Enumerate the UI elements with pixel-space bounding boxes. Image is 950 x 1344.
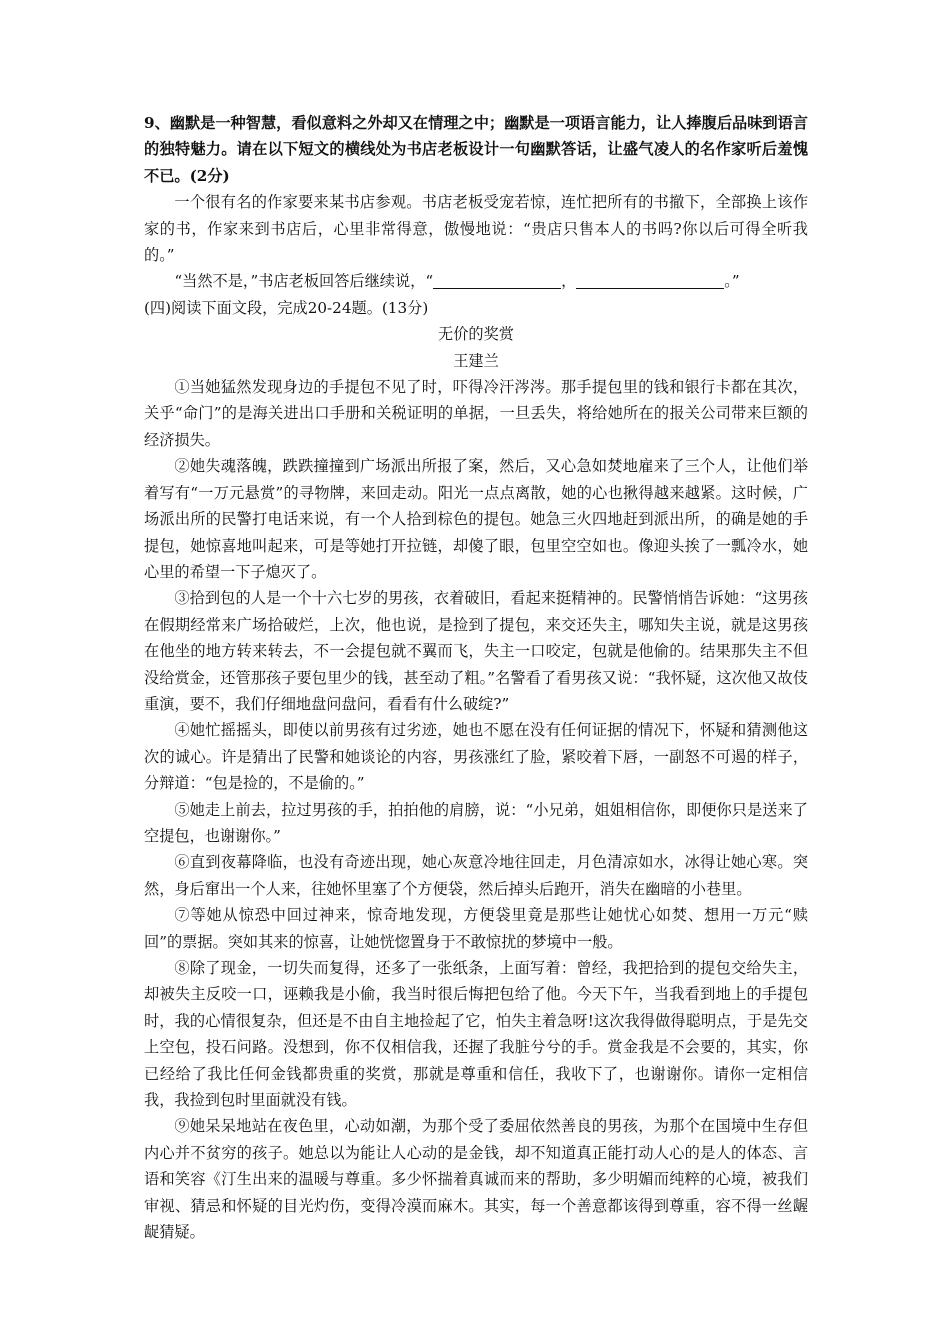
- reply-start-text: “当然不是，”书店老板回答后继续说，“: [174, 272, 434, 291]
- question-9-reply: [144, 268, 808, 294]
- article-paragraph-8: ⑧除了现金，一切失而复得，还多了一张纸条，上面写着：曾经，我把拾到的提包交给失主，却被失主反咬一口，诬赖我是小偷，我当时很后悔把包给了他。今天下午，当我看到地上的手提包时，我的心情很复杂，但还是不由自主地捡起了它，怕失主着急呀!这次我得做得聪明点，于是先交上空包，投石问路。没想到，你不仅相信我，还握了我脏兮兮的手。赏金我是不会要的，其实，你已经给了我比任何金钱都贵重的奖赏，那就是尊重和信任，我收下了，也谢谢你。请你一定相信我，我捡到包时里面就没有钱。: [144, 959, 808, 1110]
- article-title: 无价的奖赏: [438, 325, 514, 344]
- article-paragraph-7: ⑦等她从惊恐中回过神来，惊奇地发现，方便袋里竟是那些让她忧心如焚、想用一万元“赎回”的票据。突如其来的惊喜，让她恍惚置身于不敢惊扰的梦境中一般。: [144, 906, 808, 951]
- answer-blank-1[interactable]: [433, 272, 561, 289]
- document-page: [144, 110, 808, 1245]
- article-author: 王建兰: [453, 351, 499, 370]
- section-4-heading: (四)阅读下面文段，完成20-24题。(13分): [144, 298, 429, 317]
- article-paragraph-3: ③拾到包的人是一个十六七岁的男孩，衣着破旧，看起来挺精神的。民警悄悄告诉她：“这男孩在假期经常来广场拾破烂，上次，他也说，是捡到了提包，来交还失主，哪知失主说，就是这男孩在他坐的地方转来转去，不一会提包就不翼而飞，失主一口咬定，包就是他偷的。结果那失主不但没给赏金，还管那孩子要包里少的钱，甚至动了粗。”名警看了看男孩又说：“我怀疑，这次他又故伎重演，要不，我们仔细地盘问盘问，看看有什么破绽?”: [144, 589, 808, 713]
- article-paragraph-5: ⑤她走上前去，拉过男孩的手，拍拍他的肩膀，说：“小兄弟，姐姐相信你，即便你只是送来了空提包，也谢谢你。”: [144, 800, 808, 845]
- reply-end-text: 。”: [724, 272, 740, 291]
- article-paragraph-4: ④她忙摇摇头，即使以前男孩有过劣迹，她也不愿在没有任何证据的情况下，怀疑和猜测他这次的诚心。许是猜出了民警和她谈论的内容，男孩涨红了脸，紧咬着下唇，一副怒不可遏的样子，分辩道：“包是捡的，不是偷的。”: [144, 721, 808, 793]
- article-paragraph-1: ①当她猛然发现身边的手提包不见了时，吓得冷汗涔涔。那手提包里的钱和银行卡都在其次，关乎“命门”的是海关进出口手册和关税证明的单据，一旦丢失，将给她所在的报关公司带来巨额的经济损失。: [144, 378, 808, 449]
- question-9-story: 一个很有名的作家要来某书店参观。书店老板受宠若惊，连忙把所有的书撤下，全部换上该作家的书，作家来到书店后，心里非常得意，傲慢地说：“贵店只售本人的书吗?你以后可得全听我的。”: [144, 193, 808, 265]
- answer-blank-2[interactable]: [576, 272, 724, 289]
- reply-comma-text: ，: [561, 272, 577, 291]
- article-paragraph-2: ②她失魂落魄，跌跌撞撞到广场派出所报了案，然后，又心急如焚地雇来了三个人，让他们举着写有“一万元悬赏”的寻物牌，来回走动。阳光一点点离散，她的心也揪得越来越紧。这时候，广场派出所的民警打电话来说，有一个人拾到棕色的提包。她急三火四地赶到派出所，的确是她的手提包，她惊喜地叫起来，可是等她打开拉链，却傻了眼，包里空空如也。像迎头挨了一瓢冷水，她心里的希望一下子熄灭了。: [144, 457, 808, 581]
- article-paragraph-6: ⑥直到夜幕降临，也没有奇迹出现，她心灰意冷地往回走，月色清凉如水，冰得让她心寒。突然，身后窜出一个人来，往她怀里塞了个方便袋，然后掉头后跑开，消失在幽暗的小巷里。: [144, 853, 808, 898]
- question-9-prompt: 9、幽默是一种智慧，看似意料之外却又在情理之中；幽默是一项语言能力，让人捧腹后品味到语言的独特魅力。请在以下短文的横线处为书店老板设计一句幽默答话，让盛气凌人的名作家听后羞愧不已。(2分): [144, 114, 808, 185]
- article-paragraph-9: ⑨她呆呆地站在夜色里，心动如潮，为那个受了委屈依然善良的男孩，为那个在国境中生存但内心并不贫穷的孩子。她总以为能让人心动的是金钱，却不知道真正能打动人心的是人的体态、言语和笑容《汀生出来的温暖与尊重。多少怀揣着真诚而来的帮助，多少明媚而纯粹的心境，被我们审视、猜忌和怀疑的目光灼伤，变得冷漠而麻木。其实，每一个善意都该得到尊重，容不得一丝龌龊猜疑。: [144, 1117, 808, 1242]
